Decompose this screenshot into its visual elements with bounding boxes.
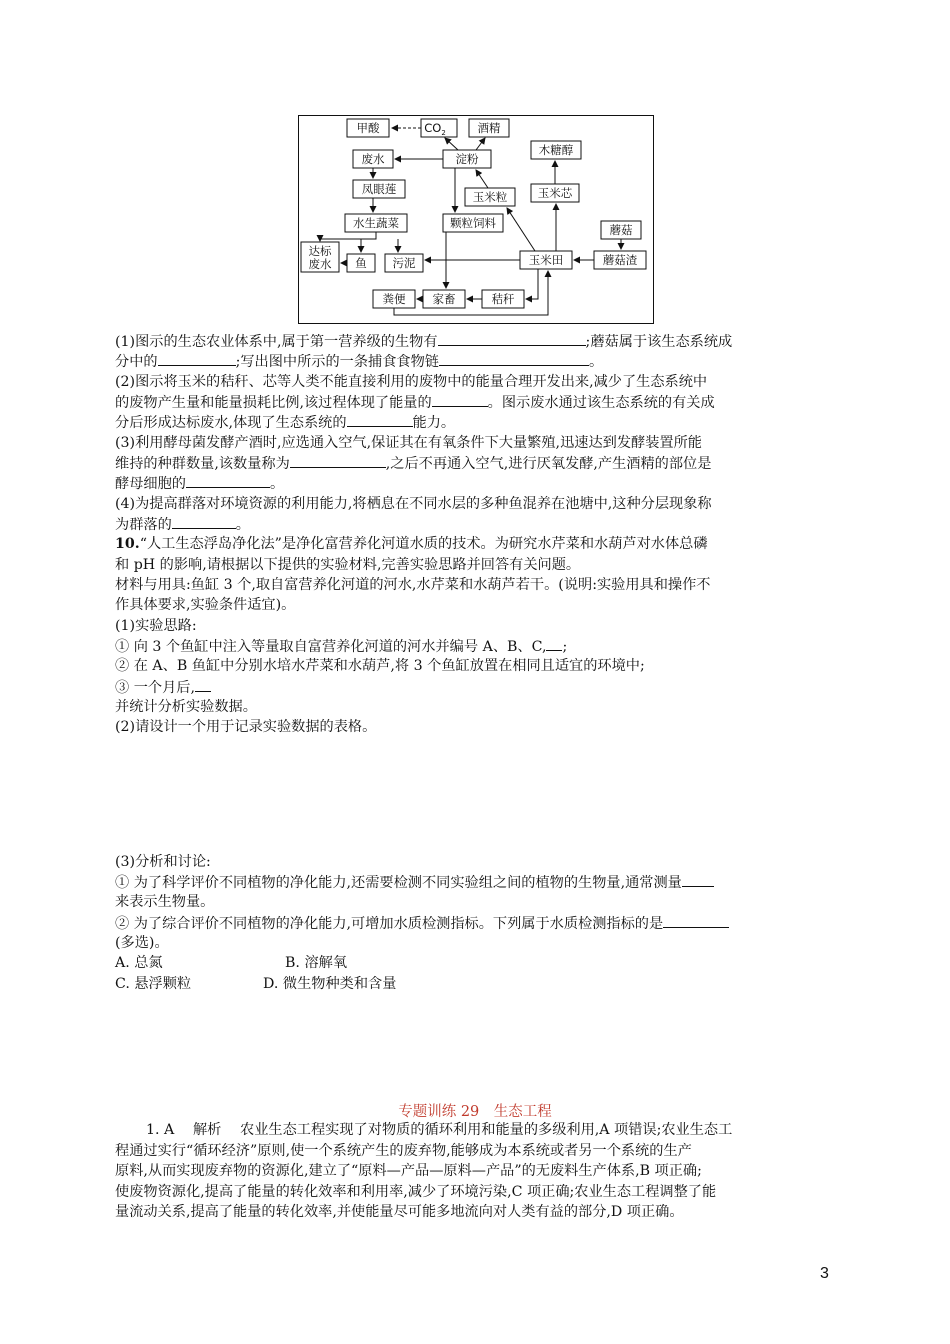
q9-part4-line2: 为群落的 。 [115, 514, 250, 535]
q9-part2-line3: 分后形成达标废水,体现了生态系统的 能力。 [115, 412, 455, 433]
node-manure: 粪便 [382, 292, 406, 306]
answer-blank[interactable] [158, 351, 236, 366]
node-alcohol: 酒精 [477, 121, 501, 135]
q9-part3-line1: (3)利用酵母菌发酵产酒时,应选通入空气,保证其在有氧条件下大量繁殖,迅速达到发酵装置所能 [115, 435, 702, 451]
q10-part3-item1-line1: ① 为了科学评价不同植物的净化能力,还需要检测不同实验组之间的植物的生物量,通常测量 [115, 872, 714, 893]
q10-materials-line1: 材料与用具:鱼缸 3 个,取自富营养化河道的河水,水芹菜和水葫芦若干。(说明:实验用具和操作不 [115, 577, 711, 593]
q10-part2: (2)请设计一个用于记录实验数据的表格。 [115, 719, 377, 735]
option-a: A. 总氮 [115, 955, 163, 971]
node-corn-kernel: 玉米粒 [472, 190, 508, 204]
q10-step3: ③ 一个月后, [115, 677, 211, 698]
q10-step1: ① 向 3 个鱼缸中注入等量取自富营养化河道的河水并编号 A、B、C, ; [115, 636, 567, 657]
answer-line-5: 量流动关系,提高了能量的转化效率,并使能量尽可能多地流向对人类有益的部分,D 项正确。 [115, 1204, 684, 1220]
node-pellet-feed: 颗粒饲料 [450, 216, 496, 230]
node-sludge: 污泥 [392, 256, 416, 270]
answer-blank[interactable] [682, 872, 714, 887]
q10-step3-cont: 并统计分析实验数据。 [115, 699, 257, 715]
q9-part1-line1: (1)图示的生态农业体系中,属于第一营养级的生物有 ;蘑菇属于该生态系统成 [115, 331, 732, 352]
q10-intro-line2: 和 pH 的影响,请根据以下提供的实验材料,完善实验思路并回答有关问题。 [115, 557, 581, 573]
answer-blank[interactable] [663, 913, 729, 928]
q9-part1-line2: 分中的 ;写出图中所示的一条捕食食物链 。 [115, 351, 603, 372]
answer-line-2: 程通过实行“循环经济”原则,使一个系统产生的废弃物,能够成为本系统或者另一个系统的生产 [115, 1143, 692, 1159]
node-xylitol: 木糖醇 [538, 143, 574, 157]
option-row-1 [115, 953, 347, 973]
q10-intro-line1: 10.“人工生态浮岛净化法”是净化富营养化河道水质的技术。为研究水芹菜和水葫芦对水体总磷 [115, 536, 708, 552]
node-corn-field: 玉米田 [528, 253, 564, 267]
q9-part4-line1: (4)为提高群落对环境资源的利用能力,将栖息在不同水层的多种鱼混养在池塘中,这种分层现象称 [115, 496, 712, 512]
node-aquatic-vegetable: 水生蔬菜 [353, 216, 399, 230]
option-row-2 [115, 974, 396, 994]
q10-part3-item1-line2: 来表示生物量。 [115, 894, 215, 910]
section-title: 专题训练 29 生态工程 [398, 1104, 552, 1120]
node-fish: 鱼 [355, 256, 367, 270]
q9-part3-line3: 酵母细胞的 。 [115, 473, 284, 494]
q10-part1-heading: (1)实验思路: [115, 618, 197, 634]
option-b: B. 溶解氧 [285, 955, 348, 971]
answer-blank[interactable] [439, 351, 589, 366]
answer-line-1: 1. A 解析 农业生态工程实现了对物质的循环利用和能量的多级利用,A 项错误;农业生态工 [146, 1122, 733, 1138]
answer-blank[interactable] [546, 636, 562, 651]
q10-part3-heading: (3)分析和讨论: [115, 854, 211, 870]
q10-materials-line2: 作具体要求,实验条件适宜)。 [115, 597, 296, 613]
node-qualified-water-line1: 达标 [308, 244, 332, 258]
node-wastewater: 废水 [361, 152, 385, 166]
node-mushroom: 蘑菇 [609, 223, 633, 237]
node-corn-cob: 玉米芯 [537, 186, 573, 200]
node-mushroom-residue: 蘑菇渣 [602, 253, 638, 267]
ecological-agriculture-diagram [298, 115, 654, 324]
answer-line-4: 使废物资源化,提高了能量的转化效率和利用率,减少了环境污染,C 项正确;农业生态工程调整了能 [115, 1184, 717, 1200]
q10-part3-item2-line2: (多选)。 [115, 935, 169, 951]
answer-blank[interactable] [438, 331, 586, 346]
answer-blank[interactable] [186, 473, 270, 488]
answer-blank[interactable] [290, 453, 386, 468]
node-starch: 淀粉 [455, 152, 479, 166]
answer-blank[interactable] [172, 514, 236, 529]
q9-part2-line1: (2)图示将玉米的秸秆、芯等人类不能直接利用的废物中的能量合理开发出来,减少了生态系统中 [115, 374, 708, 390]
answer-blank[interactable] [195, 677, 211, 692]
node-co2: $CO_2$ [424, 121, 446, 137]
node-qualified-water-line2: 废水 [308, 257, 332, 271]
option-d: D. 微生物种类和含量 [263, 976, 397, 992]
q9-part3-line2: 维持的种群数量,该数量称为 ,之后不再通入空气,进行厌氧发酵,产生酒精的部位是 [115, 453, 711, 474]
node-livestock: 家畜 [432, 292, 456, 306]
q10-step2: ② 在 A、B 鱼缸中分别水培水芹菜和水葫芦,将 3 个鱼缸放置在相同且适宜的环境中; [115, 658, 645, 674]
answer-blank[interactable] [432, 392, 488, 407]
node-straw: 秸秆 [491, 292, 515, 306]
option-c: C. 悬浮颗粒 [115, 976, 192, 992]
q9-part2-line2: 的废物产生量和能量损耗比例,该过程体现了能量的 。图示废水通过该生态系统的有关成 [115, 392, 715, 413]
node-formic-acid: 甲酸 [356, 121, 380, 135]
answer-line-3: 原料,从而实现废弃物的资源化,建立了“原料—产品—原料—产品”的无废料生产体系,B 项正确; [115, 1163, 702, 1179]
answer-blank[interactable] [347, 412, 413, 427]
node-water-hyacinth: 凤眼莲 [361, 182, 397, 196]
q10-part3-item2-line1: ② 为了综合评价不同植物的净化能力,可增加水质检测指标。下列属于水质检测指标的是 [115, 913, 729, 934]
page-number: 3 [820, 1265, 829, 1282]
